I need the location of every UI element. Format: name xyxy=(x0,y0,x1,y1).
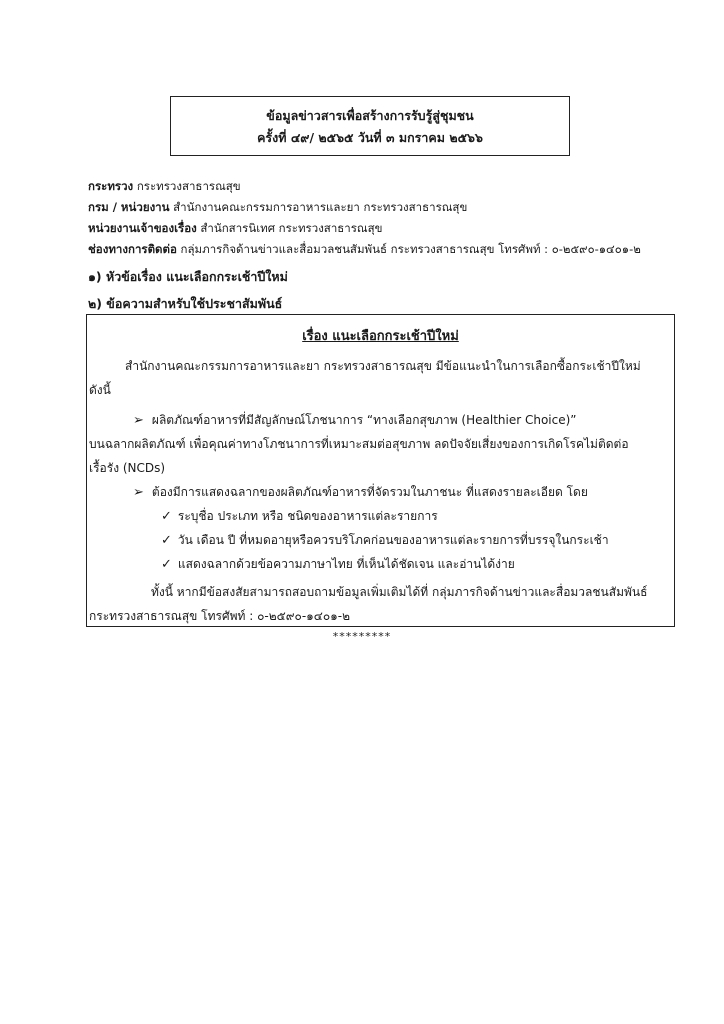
bullet-1 xyxy=(133,411,577,430)
end-marker: ********* xyxy=(332,630,392,643)
header-title: ข้อมูลข่าวสารเพื่อสร้างการรับรู้สู่ชุมชน xyxy=(266,108,474,123)
check-item: ✓ ระบุชื่อ ประเภท หรือ ชนิดของอาหารแต่ละรายการ xyxy=(161,509,438,524)
meta-department xyxy=(88,199,467,217)
section-message: ๒) ข้อความสำหรับใช้ประชาสัมพันธ์ xyxy=(88,296,283,311)
meta-department-label: กรม / หน่วยงาน xyxy=(88,200,170,214)
checkmark-icon: ✓ xyxy=(161,533,172,548)
arrow-bullet-icon: ➢ xyxy=(133,485,144,500)
message-box xyxy=(86,314,675,627)
check-item: ✓ แสดงฉลากด้วยข้อความภาษาไทย ที่เห็นได้ชัดเจน และอ่านได้ง่าย xyxy=(161,557,515,572)
meta-contact-label: ช่องทางการติดต่อ xyxy=(88,242,177,256)
bullet-1-line-2: บนฉลากผลิตภัณฑ์ เพื่อคุณค่าทางโภชนาการที่เหมาะสมต่อสุขภาพ ลดปัจจัยเสี่ยงของการเกิดโรคไม่ติดต่อ xyxy=(89,437,629,451)
meta-owner-value: สำนักสารนิเทศ กระทรวงสาธารณสุข xyxy=(200,221,383,235)
meta-contact xyxy=(88,241,641,259)
meta-ministry xyxy=(88,178,241,196)
meta-contact-value: กลุ่มภารกิจด้านข่าวและสื่อมวลชนสัมพันธ์ กระทรวงสาธารณสุข โทรศัพท์ : ๐-๒๕๙๐-๑๔๐๑-๒ xyxy=(180,242,641,256)
meta-ministry-value: กระทรวงสาธารณสุข xyxy=(136,179,241,193)
closing-line-1: ทั้งนี้ หากมีข้อสงสัยสามารถสอบถามข้อมูลเพิ่มเติมได้ที่ กลุ่มภารกิจด้านข่าวและสื่อมวลชนสัมพันธ์ xyxy=(151,585,648,599)
meta-department-value: สำนักงานคณะกรรมการอาหารและยา กระทรวงสาธารณสุข xyxy=(173,200,468,214)
message-title: เรื่อง แนะเลือกกระเช้าปีใหม่ xyxy=(302,329,459,344)
bullet-2-text: ต้องมีการแสดงฉลากของผลิตภัณฑ์อาหารที่จัดรวมในภาชนะ ที่แสดงรายละเอียด โดย xyxy=(151,485,588,499)
checkmark-icon: ✓ xyxy=(161,557,172,572)
header-box xyxy=(170,96,570,156)
closing-line-2: กระทรวงสาธารณสุข โทรศัพท์ : ๐-๒๕๙๐-๑๔๐๑-๒ xyxy=(89,609,351,623)
meta-ministry-label: กระทรวง xyxy=(88,179,134,193)
header-issue-date: ครั้งที่ ๔๙/ ๒๕๖๕ วันที่ ๓ มกราคม ๒๕๖๖ xyxy=(257,130,483,145)
section-topic: ๑) หัวข้อเรื่อง แนะเลือกกระเช้าปีใหม่ xyxy=(88,269,288,284)
bullet-1-text: ผลิตภัณฑ์อาหารที่มีสัญลักษณ์โภชนาการ “ทางเลือกสุขภาพ (Healthier Choice)” xyxy=(151,413,577,427)
bullet-2 xyxy=(133,483,588,502)
bullet-1-line-3: เรื้อรัง (NCDs) xyxy=(89,461,166,475)
checkmark-icon: ✓ xyxy=(161,509,172,524)
intro-line-2: ดังนี้ xyxy=(89,383,111,397)
intro-line-1: สำนักงานคณะกรรมการอาหารและยา กระทรวงสาธารณสุข มีข้อแนะนำในการเลือกซื้อกระเช้าปีใหม่ xyxy=(125,359,641,373)
meta-owner xyxy=(88,220,382,238)
check-item: ✓ วัน เดือน ปี ที่หมดอายุหรือควรบริโภคก่อนของอาหารแต่ละรายการที่บรรจุในกระเช้า xyxy=(161,533,609,548)
arrow-bullet-icon: ➢ xyxy=(133,413,144,428)
meta-owner-label: หน่วยงานเจ้าของเรื่อง xyxy=(88,221,197,235)
